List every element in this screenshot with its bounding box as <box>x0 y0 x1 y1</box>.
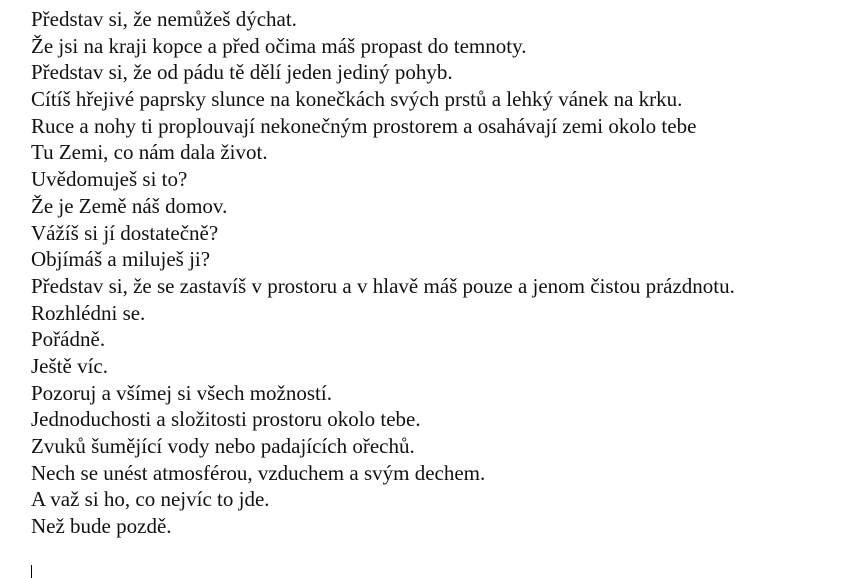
text-line: Že je Země náš domov. <box>31 193 228 218</box>
text-line: Představ si, že se zastavíš v prostoru a v hlavě máš pouze a jenom čistou prázdnotu. <box>31 273 735 298</box>
text-line: Že jsi na kraji kopce a před očima máš propast do temnoty. <box>31 33 527 58</box>
text-line: Rozhlédni se. <box>31 300 146 325</box>
text-line: Ještě víc. <box>31 353 108 378</box>
text-line: Jednoduchosti a složitosti prostoru okolo tebe. <box>31 407 421 432</box>
text-line: Nech se unést atmosférou, vzduchem a svým dechem. <box>31 460 486 485</box>
text-line: Ruce a nohy ti proplouvají nekonečným prostorem a osahávají zemi okolo tebe <box>31 113 697 138</box>
text-line: Pořádně. <box>31 327 106 352</box>
text-line: Pozoruj a všímej si všech možností. <box>31 380 332 405</box>
text-line: A važ si ho, co nejvíc to jde. <box>31 487 270 512</box>
text-line: Vážíš si jí dostatečně? <box>31 220 219 245</box>
text-line: Než bude pozdě. <box>31 514 172 539</box>
text-line: Představ si, že nemůžeš dýchat. <box>31 7 297 31</box>
text-line: Objímáš a miluješ ji? <box>31 247 211 272</box>
text-line: Cítíš hřejivé paprsky slunce na konečkách svých prstů a lehký vánek na krku. <box>31 87 683 112</box>
text-line: Představ si, že od pádu tě dělí jeden jediný pohyb. <box>31 60 453 85</box>
text-line: Zvuků šumějící vody nebo padajících ořechů. <box>31 434 415 458</box>
text-line: Tu Zemi, co nám dala život. <box>31 140 268 165</box>
document-text[interactable] <box>31 6 861 540</box>
text-cursor <box>31 565 32 578</box>
text-line: Uvědomuješ si to? <box>31 167 188 192</box>
